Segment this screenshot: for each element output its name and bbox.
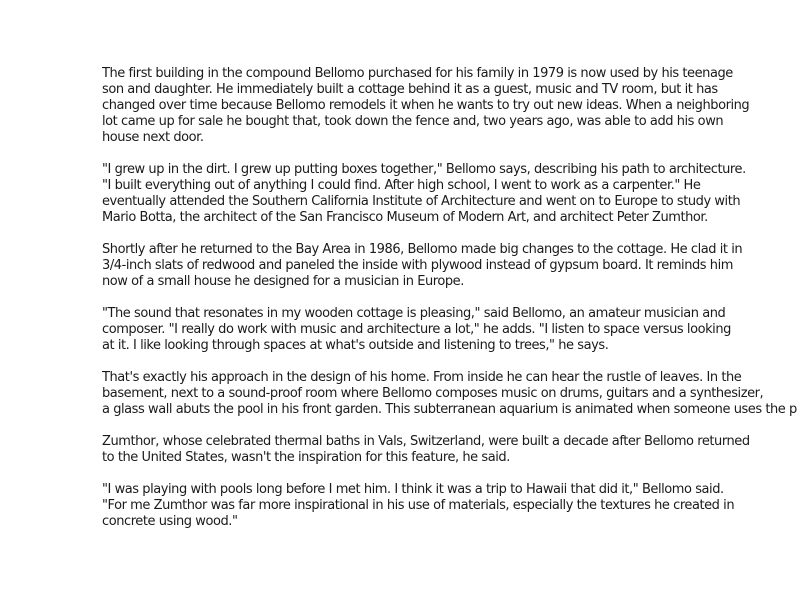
- text-line: "I was playing with pools long before I met him. I think it was a trip to Hawaii that did it," Bellomo said.: [102, 482, 724, 497]
- text-line: now of a small house he designed for a musician in Europe.: [102, 274, 464, 289]
- text-line: The first building in the compound Bellomo purchased for his family in 1979 is now used by his teenage: [102, 66, 733, 81]
- paragraph-sound-resonates: [102, 306, 800, 354]
- text-line: house next door.: [102, 130, 204, 145]
- paragraph-zumthor-baths: [102, 434, 800, 466]
- text-line: "I grew up in the dirt. I grew up putting boxes together," Bellomo says, describing his path to architecture.: [102, 162, 746, 177]
- text-line: 3/4-inch slats of redwood and paneled the inside with plywood instead of gypsum board. It reminds him: [102, 258, 733, 273]
- text-line: changed over time because Bellomo remodels it when he wants to try out new ideas. When a neighboring: [102, 98, 750, 113]
- paragraph-returned-bay-area: [102, 242, 800, 290]
- text-line: basement, next to a sound-proof room where Bellomo composes music on drums, guitars and a synthesizer,: [102, 386, 764, 401]
- text-line: at it. I like looking through spaces at what's outside and listening to trees," he says.: [102, 338, 609, 353]
- paragraph-first-building: [102, 66, 800, 146]
- text-line: to the United States, wasn't the inspiration for this feature, he said.: [102, 450, 510, 465]
- text-line: Mario Botta, the architect of the San Francisco Museum of Modern Art, and architect Peter Zumthor.: [102, 210, 708, 225]
- text-line: eventually attended the Southern California Institute of Architecture and went on to Europe to study with: [102, 194, 741, 209]
- text-line: That's exactly his approach in the design of his home. From inside he can hear the rustle of leaves. In the: [102, 370, 742, 385]
- text-line: Shortly after he returned to the Bay Area in 1986, Bellomo made big changes to the cottage. He clad it in: [102, 242, 743, 257]
- text-line: Zumthor, whose celebrated thermal baths in Vals, Switzerland, were built a decade after Bellomo returned: [102, 434, 750, 449]
- article-body: [102, 66, 800, 546]
- text-line: "I built everything out of anything I could find. After high school, I went to work as a carpenter." He: [102, 178, 701, 193]
- paragraph-approach-design: [102, 370, 800, 418]
- paragraph-playing-with-pools: [102, 482, 800, 530]
- text-line: son and daughter. He immediately built a cottage behind it as a guest, music and TV room, but it has: [102, 82, 718, 97]
- text-line: lot came up for sale he bought that, took down the fence and, two years ago, was able to add his own: [102, 114, 724, 129]
- text-line: "For me Zumthor was far more inspirational in his use of materials, especially the textures he created in: [102, 498, 735, 513]
- text-line: composer. "I really do work with music and architecture a lot," he adds. "I listen to space versus looking: [102, 322, 731, 337]
- text-line: a glass wall abuts the pool in his front garden. This subterranean aquarium is animated when someone uses the p: [102, 402, 797, 417]
- text-line: concrete using wood.": [102, 514, 238, 529]
- paragraph-grew-up: [102, 162, 800, 226]
- text-line: "The sound that resonates in my wooden cottage is pleasing," said Bellomo, an amateur musician and: [102, 306, 726, 321]
